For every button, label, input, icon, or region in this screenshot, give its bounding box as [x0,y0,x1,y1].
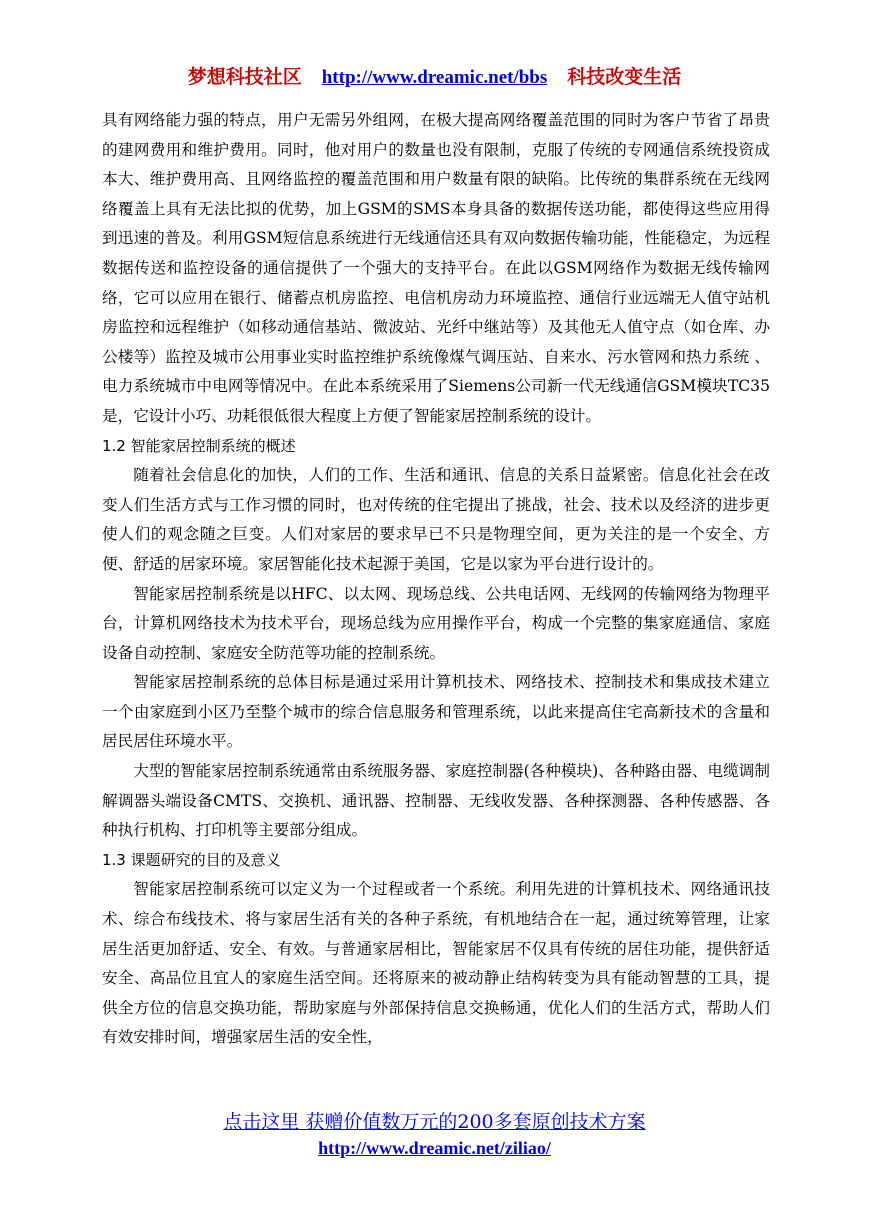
page-header [0,62,869,89]
page-footer [0,1107,869,1159]
section-heading-1-3: 1.3 课题研究的目的及意义 [102,850,281,869]
site-name: 梦想科技社区 [187,67,302,88]
paragraph-platform: 智能家居控制系统是以HFC、以太网、现场总线、公共电话网、无线网的传输网络为物理平台，计算机网络技术为技术平台，现场总线为应用操作平台，构成一个完整的集家庭通信、家庭设备自动控制、家庭安全防范等功能的控制系统。 [102,584,770,662]
document-body [102,106,770,1053]
paragraph-gsm-network: 具有网络能力强的特点，用户无需另外组网，在极大提高网络覆盖范围的同时为客户节省了昂贵的建网费用和维护费用。同时，他对用户的数量也没有限制，克服了传统的专网通信系统投资成本大、维护费用高、且网络监控的覆盖范围和用户数量有限的缺陷。比传统的集群系统在无线网络覆盖上具有无法比拟的优势，加上GSM的SMS本身具备的数据传送功能，都使得这些应用得到迅速的普及。利用GSM短信息系统进行无线通信还具有双向数据传输功能，性能稳定，为远程数据传送和监控设备的通信提供了一个强大的支持平台。在此以GSM网络作为数据无线传输网络，它可以应用在银行、储蓄点机房监控、电信机房动力环境监控、通信行业远端无人值守站机房监控和远程维护（如移动通信基站、微波站、光纤中继站等）及其他无人值守点（如仓库、办公楼等）监控及城市公用事业实时监控维护系统像煤气调压站、自来水、污水管网和热力系统 、电力系统城市中电网等情况中。在此本系统采用了Siemens公司新一代无线通信GSM模块TC35是，它设计小巧、功耗很低很大程度上方便了智能家居控制系统的设计。 [102,111,770,425]
bbs-link[interactable]: http://www.dreamic.net/bbs [321,67,548,88]
paragraph-components: 大型的智能家居控制系统通常由系统服务器、家庭控制器(各种模块)、各种路由器、电缆调制解调器头端设备CMTS、交换机、通讯器、控制器、无线收发器、各种探测器、各种传感器、各种执行机构、打印机等主要部分组成。 [102,762,770,840]
section-heading-1-2: 1.2 智能家居控制系统的概述 [102,436,296,455]
paragraph-purpose: 智能家居控制系统可以定义为一个过程或者一个系统。利用先进的计算机技术、网络通讯技术、综合布线技术、将与家居生活有关的各种子系统，有机地结合在一起，通过统筹管理，让家居生活更加舒适、安全、有效。与普通家居相比，智能家居不仅具有传统的居住功能，提供舒适安全、高品位且宜人的家庭生活空间。还将原来的被动静止结构转变为具有能动智慧的工具，提供全方位的信息交换功能，帮助家庭与外部保持信息交换畅通，优化人们的生活方式，帮助人们有效安排时间，增强家居生活的安全性， [102,880,770,1047]
promo-link[interactable]: 点击这里 获赠价值数万元的200多套原创技术方案 [223,1111,646,1133]
site-slogan: 科技改变生活 [567,67,682,88]
paragraph-overview: 随着社会信息化的加快，人们的工作、生活和通讯、信息的关系日益紧密。信息化社会在改变人们生活方式与工作习惯的同时，也对传统的住宅提出了挑战，社会、技术以及经济的进步更使人们的观念随之巨变。人们对家居的要求早已不只是物理空间，更为关注的是一个安全、方便、舒适的居家环境。家居智能化技术起源于美国，它是以家为平台进行设计的。 [102,466,770,573]
paragraph-goal: 智能家居控制系统的总体目标是通过采用计算机技术、网络技术、控制技术和集成技术建立一个由家庭到小区乃至整个城市的综合信息服务和管理系统，以此来提高住宅高新技术的含量和居民居住环境水平。 [102,673,770,751]
ziliao-link[interactable]: http://www.dreamic.net/ziliao/ [318,1138,551,1158]
